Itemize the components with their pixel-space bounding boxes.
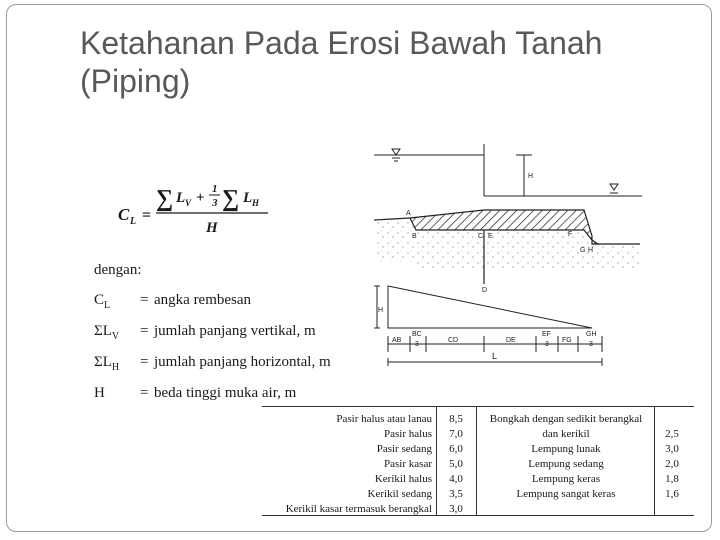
formula-sigma-1: ∑ — [156, 186, 174, 212]
table-cell: Pasir sedang — [376, 443, 432, 455]
table-cell: 6,0 — [449, 443, 463, 455]
formula-lh-sub: H — [252, 198, 260, 208]
segment-ef-div: 3 — [545, 341, 549, 348]
definitions-intro: dengan: — [94, 262, 142, 278]
definition-equals: = — [140, 354, 149, 370]
formula-lv: L — [176, 190, 186, 206]
table-cell: 3,0 — [449, 503, 463, 515]
segment-ab: AB — [392, 337, 402, 344]
table-cell: 2,5 — [665, 428, 679, 440]
definition-equals: = — [140, 385, 149, 401]
label-f: F — [568, 231, 573, 238]
segment-fg: FG — [562, 337, 572, 344]
table-cell: Kerikil sedang — [367, 488, 432, 500]
table-cell: Lempung lunak — [531, 443, 601, 455]
segment-ef: EF — [542, 331, 551, 338]
table-cell: 1,6 — [665, 488, 679, 500]
formula-equals: = — [142, 207, 152, 224]
table-cell: Bongkah dengan sedikit berangkal — [489, 413, 643, 425]
table-right-materials — [480, 412, 652, 517]
table-cell: 3,0 — [665, 443, 679, 455]
label-c: C — [478, 233, 484, 240]
table-cell: 4,0 — [449, 473, 463, 485]
table-cell — [654, 502, 690, 517]
table-cell: dan kerikil — [542, 428, 590, 440]
label-h-left: H — [378, 307, 384, 314]
table-cell: Lempung sedang — [528, 458, 604, 470]
formula-lhs: C — [118, 205, 130, 224]
weir-seepage-diagram — [366, 140, 646, 372]
segment-bc-div: 3 — [415, 341, 419, 348]
formula-lhs-sub: L — [130, 216, 137, 227]
seepage-formula — [112, 180, 292, 240]
table-left-values — [442, 412, 470, 517]
table-cell: 1,8 — [665, 473, 679, 485]
creep-ratio-table — [262, 406, 694, 516]
definition-text: angka rembesan — [154, 292, 252, 308]
formula-denominator: H — [206, 220, 218, 236]
label-d: D — [482, 287, 488, 294]
definition-row — [94, 323, 364, 354]
definition-text: beda tinggi muka air, m — [154, 385, 297, 401]
pressure-triangle — [388, 286, 592, 328]
table-cell: Pasir halus atau lanau — [336, 413, 432, 425]
segment-bc: BC — [412, 331, 422, 338]
definition-symbol: $\Sigma L_H$ — [94, 354, 120, 373]
upstream-water-marker-icon — [392, 149, 400, 155]
definition-symbol: H — [94, 385, 105, 401]
definition-symbol: $\Sigma L_V$ — [94, 323, 120, 342]
definition-row — [94, 354, 364, 385]
segment-de: DE — [506, 337, 516, 344]
formula-lv-sub: V — [185, 198, 192, 208]
table-cell: Kerikil halus — [374, 473, 432, 485]
downstream-water-marker-icon — [610, 184, 618, 190]
label-g: G — [580, 247, 586, 254]
table-cell: 5,0 — [449, 458, 463, 470]
label-a: A — [406, 210, 411, 217]
definition-text: jumlah panjang horizontal, m — [154, 354, 331, 370]
formula-sigma-2: ∑ — [222, 186, 240, 212]
table-cell: Lempung sangat keras — [516, 488, 616, 500]
definition-row — [94, 292, 364, 323]
label-b: B — [412, 233, 417, 240]
slide-title: Ketahanan Pada Erosi Bawah Tanah (Piping) — [80, 25, 603, 99]
definition-symbol: $C_L$ — [94, 292, 111, 311]
table-cell — [654, 412, 690, 427]
table-cell: 8,5 — [449, 413, 463, 425]
table-cell: Kerikil kasar termasuk berangkal — [285, 503, 432, 515]
table-cell: 7,0 — [449, 428, 463, 440]
definition-text: jumlah panjang vertikal, m — [154, 323, 316, 339]
formula-lh: L — [243, 190, 253, 206]
segment-gh: GH — [586, 331, 597, 338]
soil-downstream — [590, 244, 640, 270]
segment-gh-div: 3 — [589, 341, 593, 348]
formula-frac-num: 1 — [212, 183, 218, 195]
formula-plus: + — [196, 190, 205, 206]
formula-frac-den: 3 — [212, 197, 218, 209]
soil-body — [414, 232, 590, 268]
label-e: E — [488, 233, 493, 240]
table-left-materials — [262, 412, 432, 517]
label-l: L — [492, 351, 498, 361]
label-h-top: H — [528, 173, 534, 180]
definitions-list — [94, 262, 364, 416]
table-cell: 3,5 — [449, 488, 463, 500]
label-h: H — [588, 247, 594, 254]
table-cell: Lempung keras — [531, 473, 601, 485]
soil-upstream — [374, 220, 414, 262]
definition-equals: = — [140, 292, 149, 308]
table-cell: Pasir kasar — [384, 458, 432, 470]
table-right-values — [654, 412, 690, 517]
table-cell: Pasir halus — [384, 428, 432, 440]
table-cell: 2,0 — [665, 458, 679, 470]
definition-equals: = — [140, 323, 149, 339]
segment-cd: CD — [448, 337, 459, 344]
table-cell — [480, 502, 652, 517]
